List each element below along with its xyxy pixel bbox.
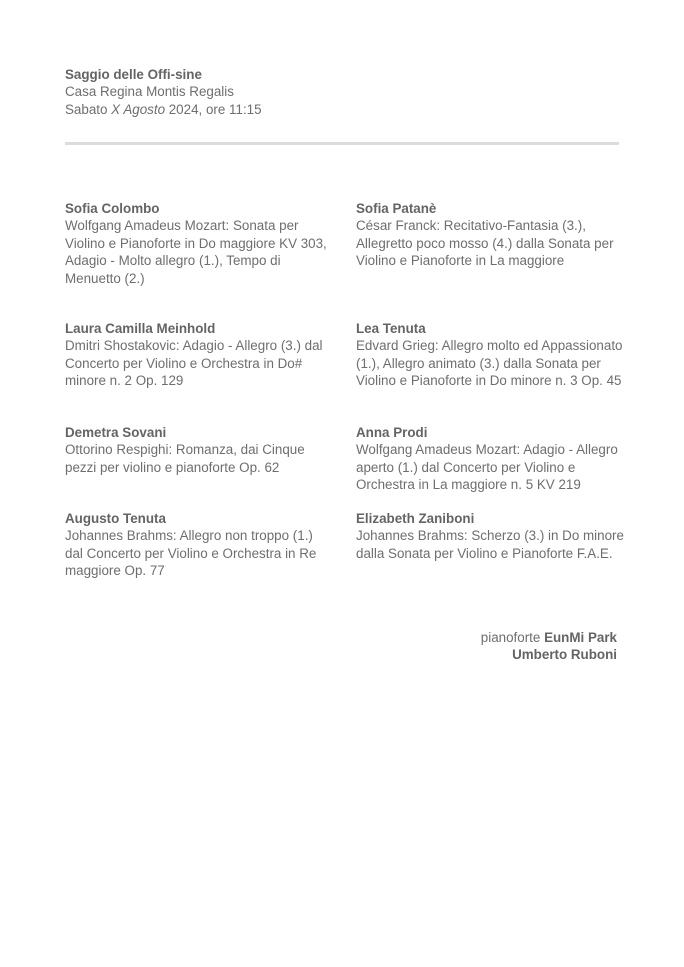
event-header <box>65 66 625 118</box>
performer-piece: César Franck: Recitativo-Fantasia (3.), Allegretto poco mosso (4.) dalla Sonata per Violino e Pianoforte in La maggiore <box>356 218 614 269</box>
event-date-suffix: 2024, ore 11:15 <box>165 101 262 117</box>
performer-piece: Johannes Brahms: Allegro non troppo (1.) dal Concerto per Violino e Orchestra in Re maggiore Op. 77 <box>65 528 317 579</box>
header-divider <box>65 142 619 145</box>
performer-entry <box>356 424 626 494</box>
accompaniment-line-1 <box>481 629 617 646</box>
performer-entry <box>65 510 333 580</box>
accompaniment-credit <box>481 629 617 664</box>
performer-name: Demetra Sovani <box>65 425 167 440</box>
accompaniment-label: pianoforte <box>480 630 541 645</box>
performer-piece: Ottorino Respighi: Romanza, dai Cinque pezzi per violino e pianoforte Op. 62 <box>65 442 305 475</box>
performer-name: Elizabeth Zaniboni <box>356 511 475 526</box>
event-date-prefix: Sabato <box>65 101 112 117</box>
performer-name: Laura Camilla Meinhold <box>65 321 216 336</box>
pianist-name: Umberto Ruboni <box>512 647 617 663</box>
performer-piece: Edvard Grieg: Allegro molto ed Appassionato (1.), Allegro animato (3.) dalla Sonata per Violino e Pianoforte in Do minore n. 3 Op. 45 <box>356 338 623 389</box>
performer-entry <box>65 200 333 287</box>
performer-piece: Dmitri Shostakovic: Adagio - Allegro (3.) dal Concerto per Violino e Orchestra in Do# minore n. 2 Op. 129 <box>65 338 323 389</box>
performer-piece: Johannes Brahms: Scherzo (3.) in Do minore dalla Sonata per Violino e Pianoforte F.A.E. <box>356 528 624 561</box>
event-title: Saggio delle Offi-sine <box>65 67 202 82</box>
performer-entry <box>65 320 333 390</box>
event-venue: Casa Regina Montis Regalis <box>65 84 234 100</box>
event-date <box>65 101 625 118</box>
performer-name: Anna Prodi <box>356 425 428 440</box>
performer-entry <box>65 424 333 476</box>
pianist-name: EunMi Park <box>544 630 617 645</box>
performer-name: Sofia Patanè <box>356 201 437 216</box>
performer-name: Lea Tenuta <box>356 321 426 336</box>
performer-entry <box>356 320 626 390</box>
performer-name: Sofia Colombo <box>65 201 160 216</box>
performer-piece: Wolfgang Amadeus Mozart: Sonata per Violino e Pianoforte in Do maggiore KV 303, Adagio - Molto allegro (1.), Tempo di Menuetto (2.) <box>65 218 327 286</box>
performer-piece: Wolfgang Amadeus Mozart: Adagio - Allegro aperto (1.) dal Concerto per Violino e Orchestra in La maggiore n. 5 KV 219 <box>356 442 618 493</box>
event-date-italic: X Agosto <box>111 101 166 117</box>
performer-entry <box>356 200 626 270</box>
performer-name: Augusto Tenuta <box>65 511 166 526</box>
performer-entry <box>356 510 626 562</box>
